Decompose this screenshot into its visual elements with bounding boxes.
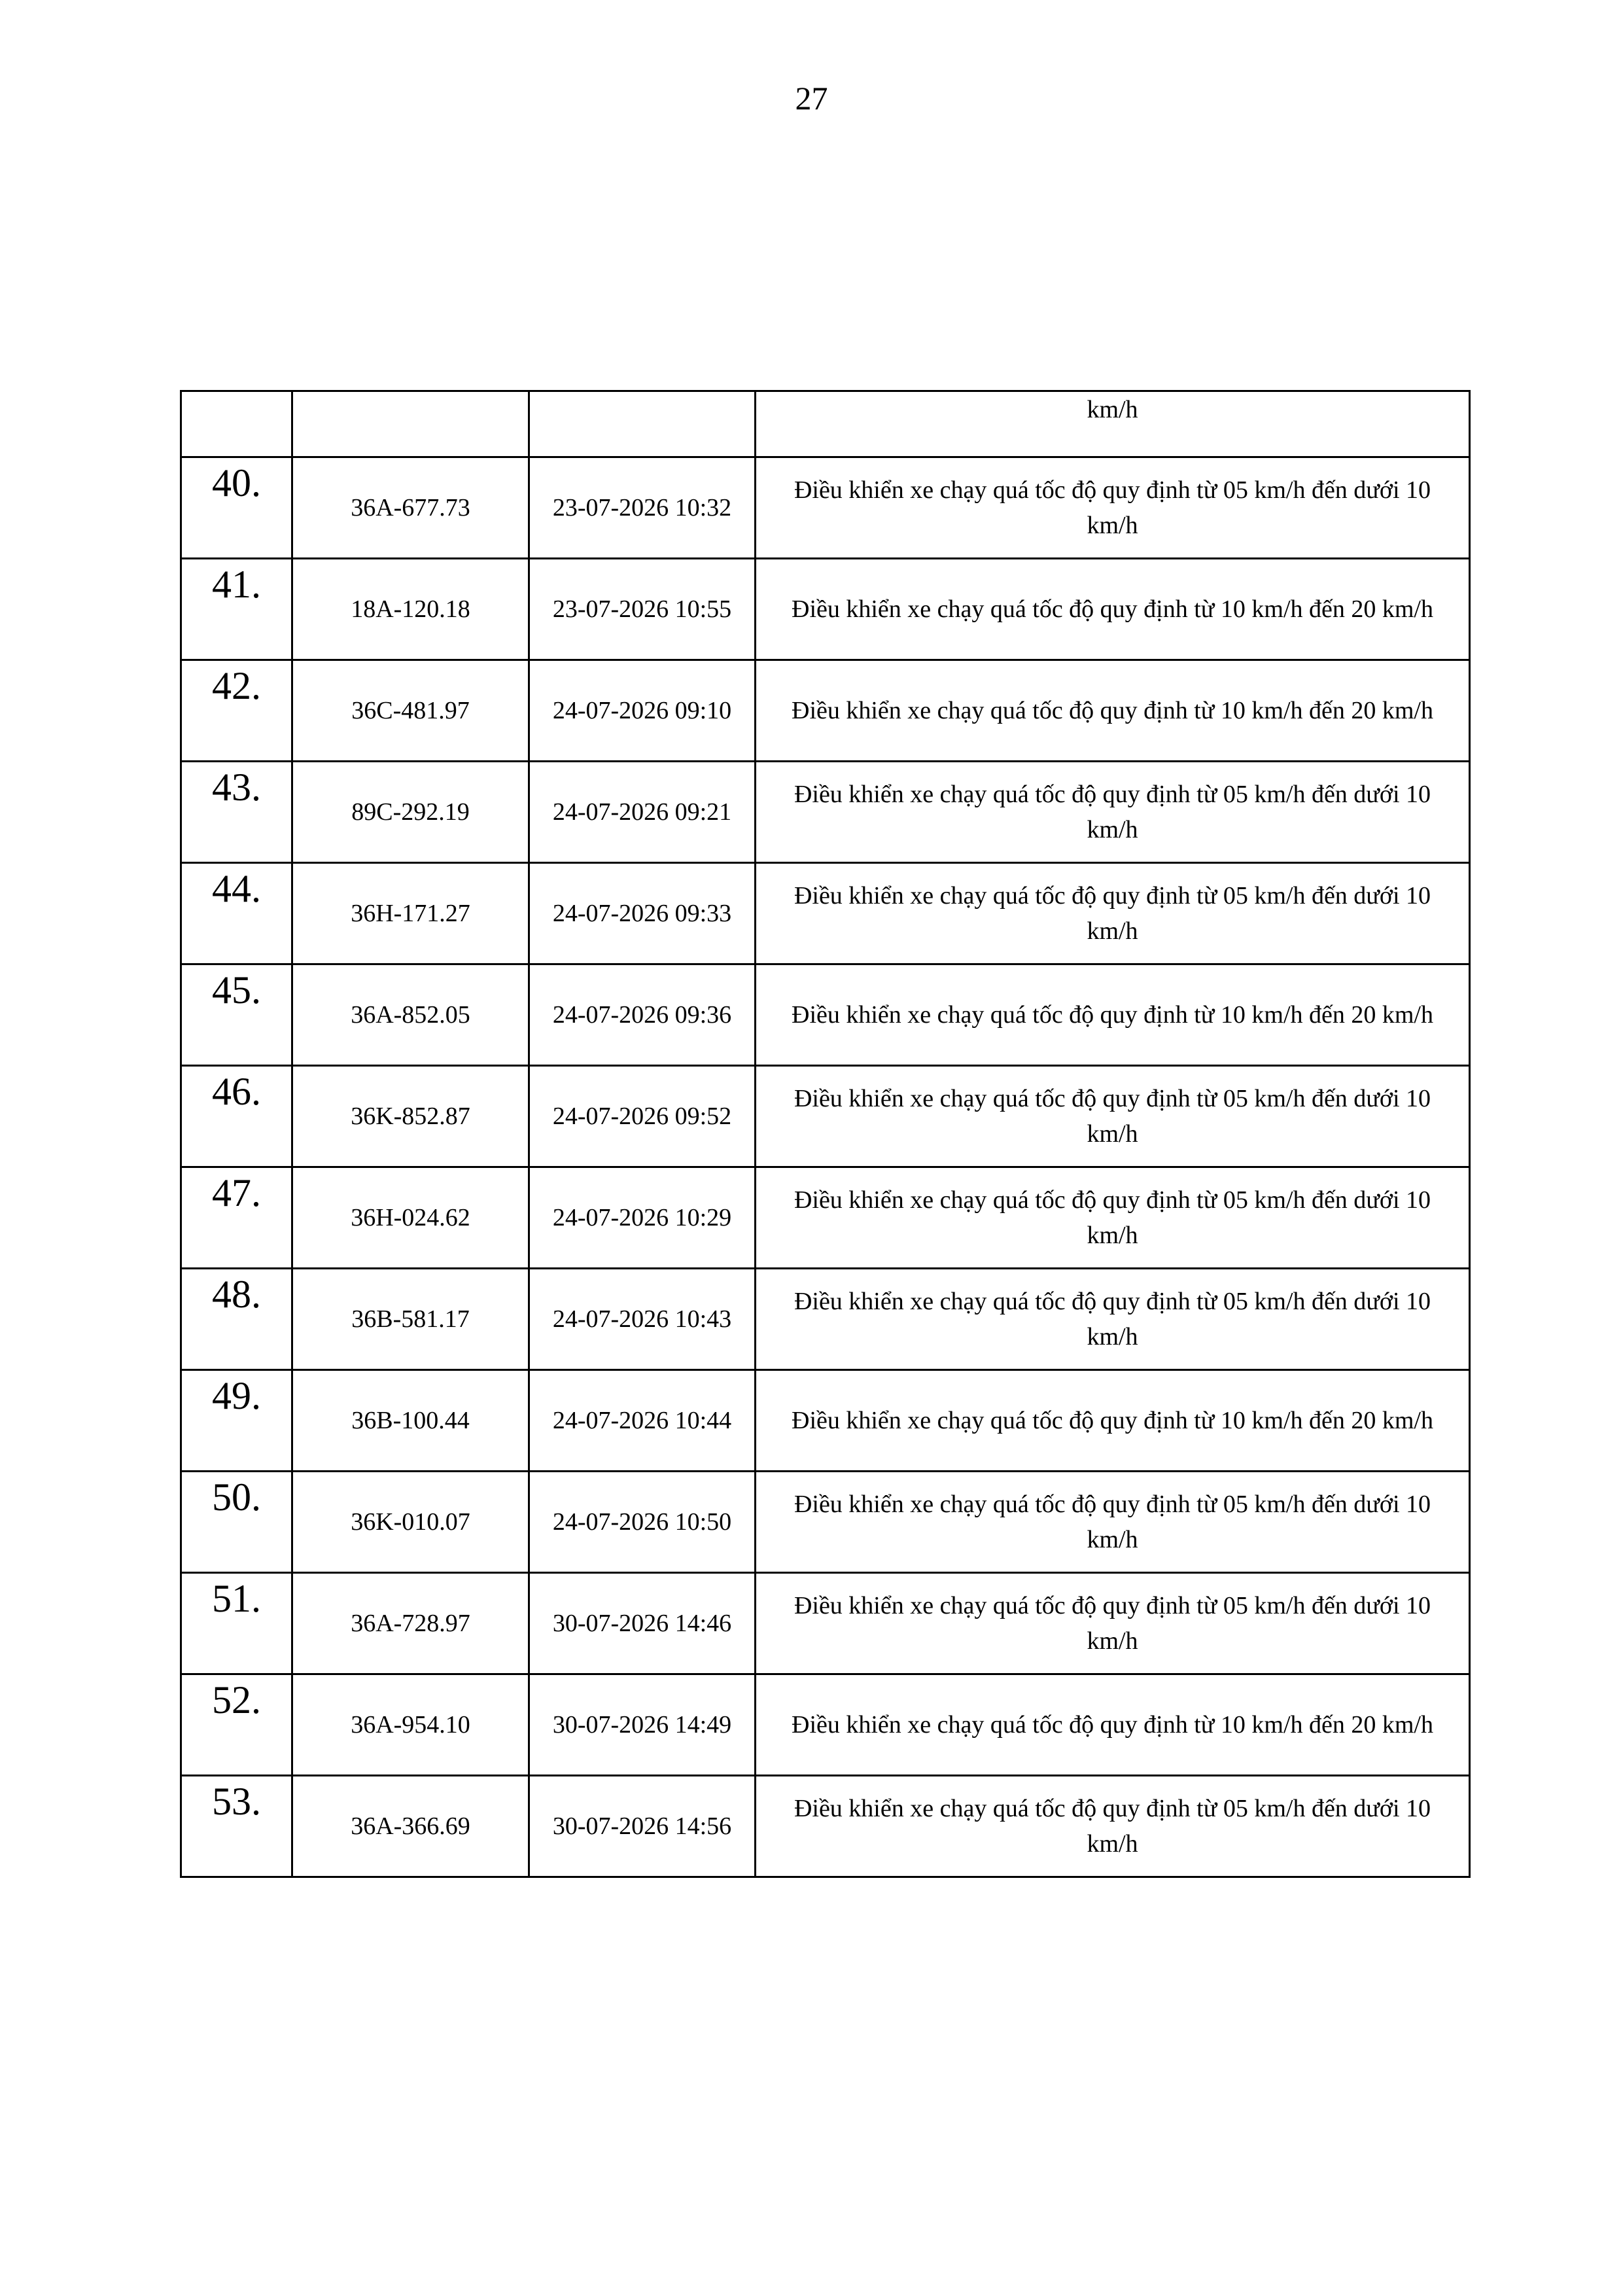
row-plate-cell: 36A-852.05 bbox=[292, 964, 529, 1066]
row-stt-cell: 49. bbox=[181, 1370, 292, 1472]
row-plate-cell: 36A-728.97 bbox=[292, 1573, 529, 1674]
row-time-cell: 23-07-2026 10:32 bbox=[529, 457, 756, 559]
row-stt-cell: 46. bbox=[181, 1066, 292, 1167]
row-description-cell: Điều khiển xe chạy quá tốc độ quy định từ 10 km/h đến 20 km/h bbox=[756, 559, 1470, 660]
row-time-cell: 24-07-2026 09:21 bbox=[529, 762, 756, 863]
row-time-cell: 24-07-2026 09:36 bbox=[529, 964, 756, 1066]
row-stt-cell: 41. bbox=[181, 559, 292, 660]
table-row bbox=[181, 1674, 1470, 1776]
row-time-cell: 30-07-2026 14:56 bbox=[529, 1776, 756, 1877]
row-description-cell: Điều khiển xe chạy quá tốc độ quy định từ 05 km/h đến dưới 10 km/h bbox=[756, 1269, 1470, 1370]
row-time-cell: 24-07-2026 09:33 bbox=[529, 863, 756, 964]
row-stt-cell: 45. bbox=[181, 964, 292, 1066]
row-time-cell: 24-07-2026 09:10 bbox=[529, 660, 756, 762]
table-row bbox=[181, 660, 1470, 762]
row-stt-cell: 52. bbox=[181, 1674, 292, 1776]
row-plate-cell: 36A-366.69 bbox=[292, 1776, 529, 1877]
continuation-row bbox=[181, 391, 1470, 457]
table-row bbox=[181, 1066, 1470, 1167]
table-row bbox=[181, 762, 1470, 863]
table-row bbox=[181, 457, 1470, 559]
row-description-cell: Điều khiển xe chạy quá tốc độ quy định từ 05 km/h đến dưới 10 km/h bbox=[756, 762, 1470, 863]
row-plate-cell: 36A-677.73 bbox=[292, 457, 529, 559]
page-number: 27 bbox=[795, 80, 828, 116]
row-time-cell: 24-07-2026 10:43 bbox=[529, 1269, 756, 1370]
row-stt-cell bbox=[181, 391, 292, 457]
row-stt-cell: 40. bbox=[181, 457, 292, 559]
row-description-cell: km/h bbox=[756, 391, 1470, 457]
row-description-cell: Điều khiển xe chạy quá tốc độ quy định từ 05 km/h đến dưới 10 km/h bbox=[756, 863, 1470, 964]
table-row bbox=[181, 1370, 1470, 1472]
row-stt-cell: 44. bbox=[181, 863, 292, 964]
row-plate-cell: 89C-292.19 bbox=[292, 762, 529, 863]
table-row bbox=[181, 964, 1470, 1066]
table-row bbox=[181, 863, 1470, 964]
row-plate-cell: 18A-120.18 bbox=[292, 559, 529, 660]
table-row bbox=[181, 1776, 1470, 1877]
row-plate-cell: 36H-171.27 bbox=[292, 863, 529, 964]
row-description-cell: Điều khiển xe chạy quá tốc độ quy định từ 10 km/h đến 20 km/h bbox=[756, 964, 1470, 1066]
row-plate-cell: 36K-010.07 bbox=[292, 1472, 529, 1573]
violations-table bbox=[180, 390, 1471, 1878]
row-description-cell: Điều khiển xe chạy quá tốc độ quy định từ 05 km/h đến dưới 10 km/h bbox=[756, 1066, 1470, 1167]
row-time-cell: 24-07-2026 10:29 bbox=[529, 1167, 756, 1269]
row-description-cell: Điều khiển xe chạy quá tốc độ quy định từ 05 km/h đến dưới 10 km/h bbox=[756, 1573, 1470, 1674]
row-stt-cell: 53. bbox=[181, 1776, 292, 1877]
row-plate-cell: 36C-481.97 bbox=[292, 660, 529, 762]
row-stt-cell: 42. bbox=[181, 660, 292, 762]
table-row bbox=[181, 559, 1470, 660]
table-row bbox=[181, 1167, 1470, 1269]
row-stt-cell: 47. bbox=[181, 1167, 292, 1269]
row-time-cell: 24-07-2026 10:44 bbox=[529, 1370, 756, 1472]
row-plate-cell: 36A-954.10 bbox=[292, 1674, 529, 1776]
row-time-cell: 30-07-2026 14:49 bbox=[529, 1674, 756, 1776]
row-time-cell: 23-07-2026 10:55 bbox=[529, 559, 756, 660]
row-description-cell: Điều khiển xe chạy quá tốc độ quy định từ 05 km/h đến dưới 10 km/h bbox=[756, 457, 1470, 559]
row-description-cell: Điều khiển xe chạy quá tốc độ quy định từ 05 km/h đến dưới 10 km/h bbox=[756, 1776, 1470, 1877]
row-description-cell: Điều khiển xe chạy quá tốc độ quy định từ 10 km/h đến 20 km/h bbox=[756, 1370, 1470, 1472]
table-row bbox=[181, 1573, 1470, 1674]
row-plate-cell bbox=[292, 391, 529, 457]
row-stt-cell: 50. bbox=[181, 1472, 292, 1573]
row-description-cell: Điều khiển xe chạy quá tốc độ quy định từ 05 km/h đến dưới 10 km/h bbox=[756, 1167, 1470, 1269]
row-time-cell bbox=[529, 391, 756, 457]
row-plate-cell: 36H-024.62 bbox=[292, 1167, 529, 1269]
row-stt-cell: 51. bbox=[181, 1573, 292, 1674]
row-description-cell: Điều khiển xe chạy quá tốc độ quy định từ 05 km/h đến dưới 10 km/h bbox=[756, 1472, 1470, 1573]
row-time-cell: 30-07-2026 14:46 bbox=[529, 1573, 756, 1674]
table-row bbox=[181, 1472, 1470, 1573]
row-time-cell: 24-07-2026 09:52 bbox=[529, 1066, 756, 1167]
row-description-cell: Điều khiển xe chạy quá tốc độ quy định từ 10 km/h đến 20 km/h bbox=[756, 1674, 1470, 1776]
table-row bbox=[181, 1269, 1470, 1370]
row-plate-cell: 36B-581.17 bbox=[292, 1269, 529, 1370]
row-plate-cell: 36B-100.44 bbox=[292, 1370, 529, 1472]
row-time-cell: 24-07-2026 10:50 bbox=[529, 1472, 756, 1573]
row-stt-cell: 43. bbox=[181, 762, 292, 863]
row-description-cell: Điều khiển xe chạy quá tốc độ quy định từ 10 km/h đến 20 km/h bbox=[756, 660, 1470, 762]
row-stt-cell: 48. bbox=[181, 1269, 292, 1370]
violations-table-body bbox=[181, 391, 1470, 1877]
row-plate-cell: 36K-852.87 bbox=[292, 1066, 529, 1167]
